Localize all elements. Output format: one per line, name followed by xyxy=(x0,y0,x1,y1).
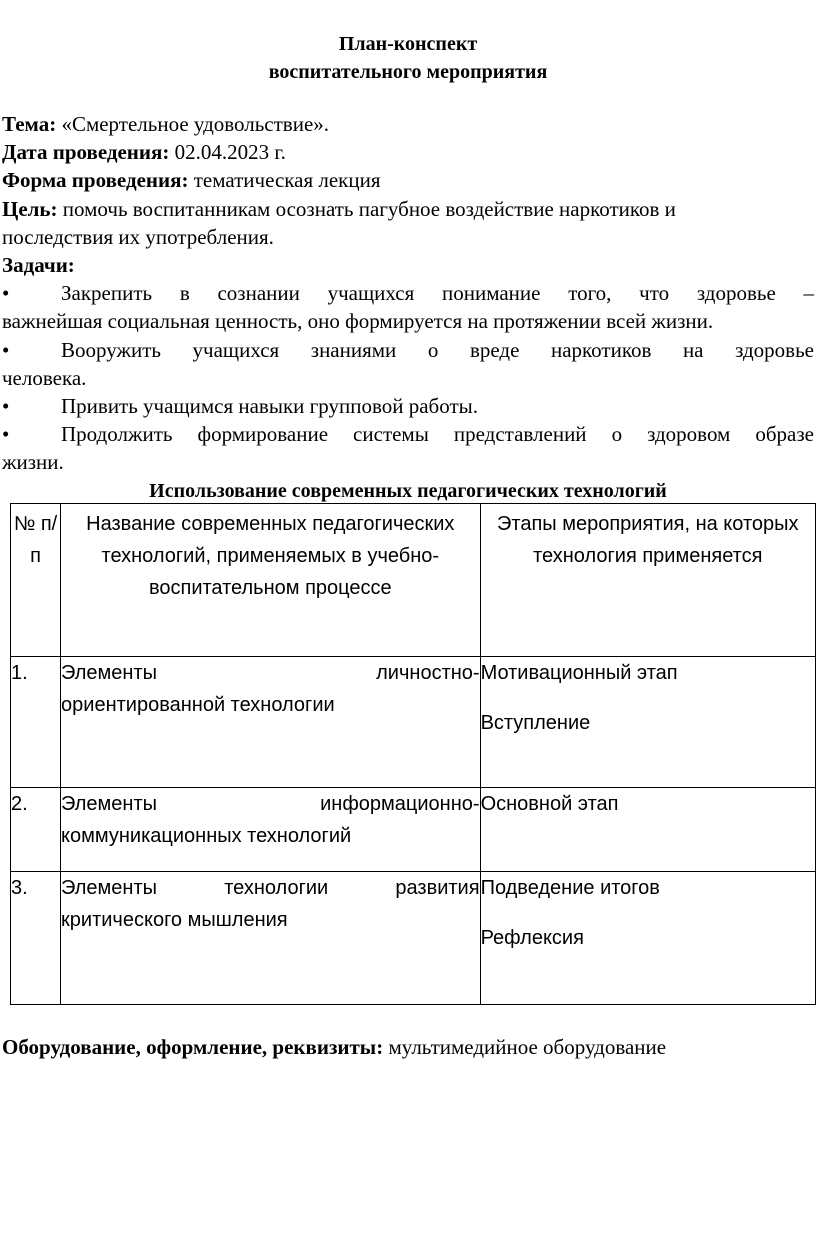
tasks-line xyxy=(2,252,814,278)
row-name-cell xyxy=(61,872,481,1005)
task-1-line2: важнейшая социальная ценность, оно формируется на протяжении всей жизни. xyxy=(2,309,714,333)
theme-value: «Смертельное удовольствие». xyxy=(56,112,330,136)
row-stage-1: Основной этап xyxy=(480,793,619,815)
task-4-line1: Продолжить формирование системы представлений о здоровом образе xyxy=(61,422,814,446)
row-name-line1: Элементы личностно- xyxy=(61,662,480,684)
row-num-cell: 2. xyxy=(11,788,61,872)
row-name-line2: ориентированной технологии xyxy=(61,694,335,716)
task-2-line2: человека. xyxy=(2,366,87,390)
form-line xyxy=(2,167,814,193)
form-value: тематическая лекция xyxy=(188,168,381,192)
bullet-marker: • xyxy=(2,394,10,418)
technologies-title: Использование современных педагогических технологий xyxy=(149,480,667,502)
row-stage-cell xyxy=(480,657,815,788)
theme-label: Тема: xyxy=(2,112,57,136)
equipment-label: Оборудование, оформление, реквизиты: xyxy=(2,1035,384,1059)
row-name-line1: Элементы технологии развития xyxy=(61,877,480,899)
task-3-line1: Привить учащимся навыки групповой работы. xyxy=(61,394,478,418)
bullet-marker: • xyxy=(2,281,10,305)
table-row xyxy=(11,872,816,1005)
bullet-marker: • xyxy=(2,422,10,446)
technologies-table xyxy=(10,503,816,1005)
row-name-line2: критического мышления xyxy=(61,909,288,931)
row-num-cell: 1. xyxy=(11,657,61,788)
form-label: Форма проведения: xyxy=(2,168,189,192)
equipment-value: мультимедийное оборудование xyxy=(383,1035,667,1059)
row-stage-cell xyxy=(480,872,815,1005)
row-name-cell xyxy=(61,657,481,788)
equipment-line xyxy=(2,1034,666,1060)
theme-line xyxy=(2,111,814,137)
goal-value-line1: помочь воспитанникам осознать пагубное воздействие наркотиков и xyxy=(57,197,676,221)
row-num-cell: 3. xyxy=(11,872,61,1005)
task-1-line1: Закрепить в сознании учащихся понимание того, что здоровье – xyxy=(61,281,814,305)
row-stage-1: Подведение итогов xyxy=(480,877,660,899)
row-stage-2: Вступление xyxy=(480,712,591,734)
document-title-line1: План-конспект xyxy=(338,33,478,55)
goal-label: Цель: xyxy=(2,197,58,221)
task-4-line2: жизни. xyxy=(2,450,64,474)
goal-value-line2: последствия их употребления. xyxy=(2,225,274,249)
row-name-line1: Элементы информационно- xyxy=(61,793,480,815)
row-stage-cell xyxy=(480,788,815,872)
row-name-line2: коммуникационных технологий xyxy=(61,825,352,847)
table-header-row xyxy=(11,504,816,657)
table-row xyxy=(11,657,816,788)
date-label: Дата проведения: xyxy=(2,140,170,164)
header-stage-cell: Этапы мероприятия, на которых технология применяется xyxy=(480,504,815,657)
header-name-cell: Название современных педагогических технологий, применяемых в учебно-воспитательном процессе xyxy=(61,504,481,657)
task-2-line1: Вооружить учащихся знаниями о вреде наркотиков на здоровье xyxy=(61,338,814,362)
row-stage-2: Рефлексия xyxy=(480,927,584,949)
date-value: 02.04.2023 г. xyxy=(169,140,286,164)
table-row xyxy=(11,788,816,872)
row-name-cell xyxy=(61,788,481,872)
bullet-marker: • xyxy=(2,338,10,362)
header-num-cell: № п/п xyxy=(11,504,61,657)
tasks-label: Задачи: xyxy=(2,253,75,277)
date-line xyxy=(2,139,814,165)
goal-line xyxy=(2,196,814,222)
row-stage-1: Мотивационный этап xyxy=(480,662,678,684)
document-title-line2: воспитательного мероприятия xyxy=(268,61,548,83)
